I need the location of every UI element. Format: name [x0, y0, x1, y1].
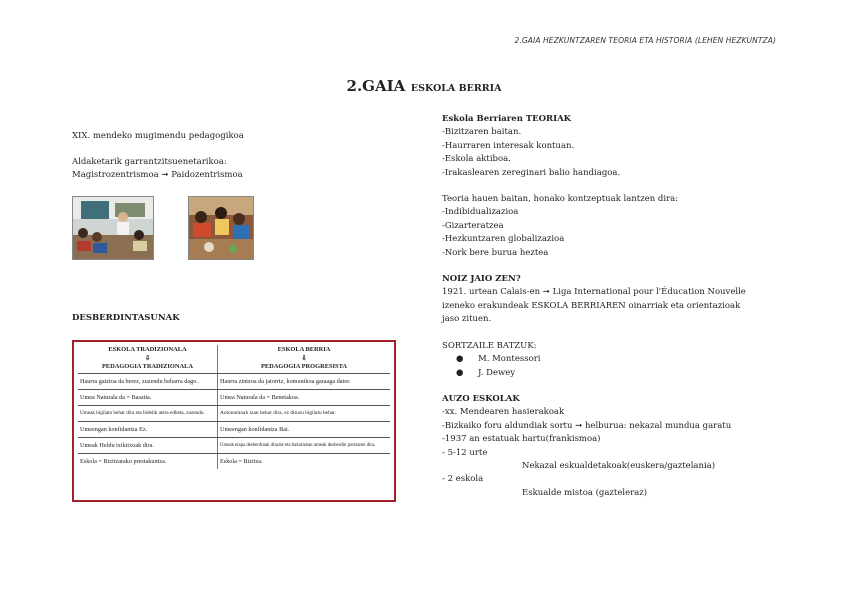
noiz-line: izeneko erakundeak ESKOLA BERRIAREN oinarriak eta orientazioak: [442, 300, 741, 311]
sortzaile-title: SORTZAILE BATZUK:: [442, 340, 537, 351]
noiz-title: NOIZ JAIO ZEN?: [442, 274, 521, 285]
list-item: [442, 353, 792, 366]
list-item: [442, 367, 792, 380]
list-item: -Gizarteratzea: [442, 220, 504, 231]
header-new-line1: ESKOLA BERRIA: [277, 346, 331, 353]
sortzaile-name: J. Dewey: [478, 367, 516, 378]
table-row: [78, 421, 390, 437]
bullet-icon: ●: [456, 367, 464, 378]
photos: [72, 196, 262, 258]
table-row: [78, 373, 390, 389]
noiz-line: jaso zituen.: [442, 314, 492, 325]
table-header-row: [78, 345, 390, 373]
header-new-line3: PEDAGOGIA PROGRESISTA: [261, 363, 347, 370]
list-item: -Eskola aktiboa.: [442, 154, 511, 165]
left-line-1: XIX. mendeko mugimendu pedagogikoa: [72, 131, 244, 141]
list-item: -Bizkaiko foru aldundiak sortu ➞ helburua: nekazal mundua garatu: [442, 420, 732, 431]
classroom-photo-1-image: [73, 197, 153, 259]
right-column: [442, 113, 792, 500]
list-item: -1937 an estatuak hartu(frankismoa): [442, 434, 601, 445]
list-item: -Irakaslearen zereginari balio handiagoa.: [442, 167, 621, 178]
cell-new: Haurra zintzoa da jatorriz, komunikoa garaaga dator.: [218, 373, 391, 389]
left-column: [72, 130, 244, 182]
cell-traditional: Eskola = Bizitzarako prestakuntza.: [80, 457, 167, 465]
list-item: -Hezkuntzaren globalizazioa: [442, 234, 565, 245]
auzo-title: AUZO ESKOLAK: [442, 393, 520, 404]
sortzaile-name: M. Montessori: [478, 354, 541, 365]
classroom-photo-2-image: [189, 197, 253, 259]
cell-traditional: Haurra gaiztoa da berez, zuzendu beharra dago.: [78, 373, 218, 389]
cell-new: Umea Naturala da = Benetakoa.: [218, 389, 391, 405]
comparison-table: [78, 345, 390, 469]
noiz-line: 1921. urtean Calais-en ➞ Liga International pour l'Éducation Nouvelle: [442, 287, 746, 298]
header-new: [218, 345, 391, 373]
classroom-photo-2: [188, 196, 254, 260]
header-traditional-line1: ESKOLA TRADIZIONALA: [108, 346, 187, 353]
cell-traditional: Umeak bigilatu behar dira eta bidelik atera edbeta, zuzendu.: [78, 405, 218, 421]
header-traditional-line3: PEDAGOGIA TRADIZIONALA: [102, 363, 193, 370]
cell-new: Umeak etapa desberdinak dituzte eta bakoitzean umeak desberdin portatzen dira.: [218, 437, 391, 453]
list-item: - 2 eskola: [442, 474, 484, 485]
cell-traditional: Umeengan konfidantza Ez.: [78, 421, 218, 437]
section-desberdintasunak: DESBERDINTASUNAK: [72, 313, 180, 323]
header-traditional: [78, 345, 218, 373]
title-sub: ESKOLA BERRIA: [410, 83, 502, 94]
page-header: 2.GAIA HEZKUNTZAREN TEORIA ETA HISTORIA (LEHEN HEZKUNTZA): [514, 36, 776, 45]
classroom-photo-1: [72, 196, 154, 260]
list-item: -Haurraren interesak kontuan.: [442, 140, 575, 151]
list-item: -Nork bere burua heztea: [442, 247, 549, 258]
cell-new: Umeengan konfidantza Bai.: [218, 421, 391, 437]
list-item: -xx. Mendearen hasierakoak: [442, 407, 565, 418]
auzo-indented-2: Eskualde mistoa (gazteleraz): [522, 487, 648, 498]
cell-new: Autonomoak izan behar dira, ez dituzu bigilatu behar.: [218, 405, 391, 421]
cell-new: Eskola = Bizitza.: [218, 453, 391, 469]
kontzeptuak-intro: Teoria hauen baitan, honako kontzeptuak lantzen dira:: [442, 194, 679, 205]
page-title: [0, 76, 848, 95]
table-row: [78, 405, 390, 421]
title-main: 2.GAIA: [346, 77, 406, 95]
header-new-arrow: ⇩: [301, 354, 307, 362]
left-line-2: Aldaketarik garrantzitsuenetarikoa:: [72, 157, 227, 167]
left-line-3: Magistrozentrismoa ➞ Paidozentrismoa: [72, 170, 243, 180]
table-row: [78, 453, 390, 469]
bullet-icon: ●: [456, 354, 464, 365]
table-row: [78, 437, 390, 453]
table-row: [78, 389, 390, 405]
auzo-indented-1: Nekazal eskualdetakoak(euskera/gaztelania): [522, 460, 716, 471]
teoriak-title: Eskola Berriaren TEORIAK: [442, 114, 572, 124]
list-item: -Indibidualizazioa: [442, 207, 519, 218]
list-item: - 5-12 urte: [442, 447, 488, 458]
list-item: -Bizitzaren baitan.: [442, 127, 522, 138]
comparison-table-frame: [72, 340, 396, 502]
cell-traditional: Umeak Heldu txikitxoak dira.: [78, 437, 218, 453]
cell-traditional: Umea Naturala da = Basatia.: [78, 389, 218, 405]
header-traditional-arrow: ⇩: [144, 354, 151, 362]
